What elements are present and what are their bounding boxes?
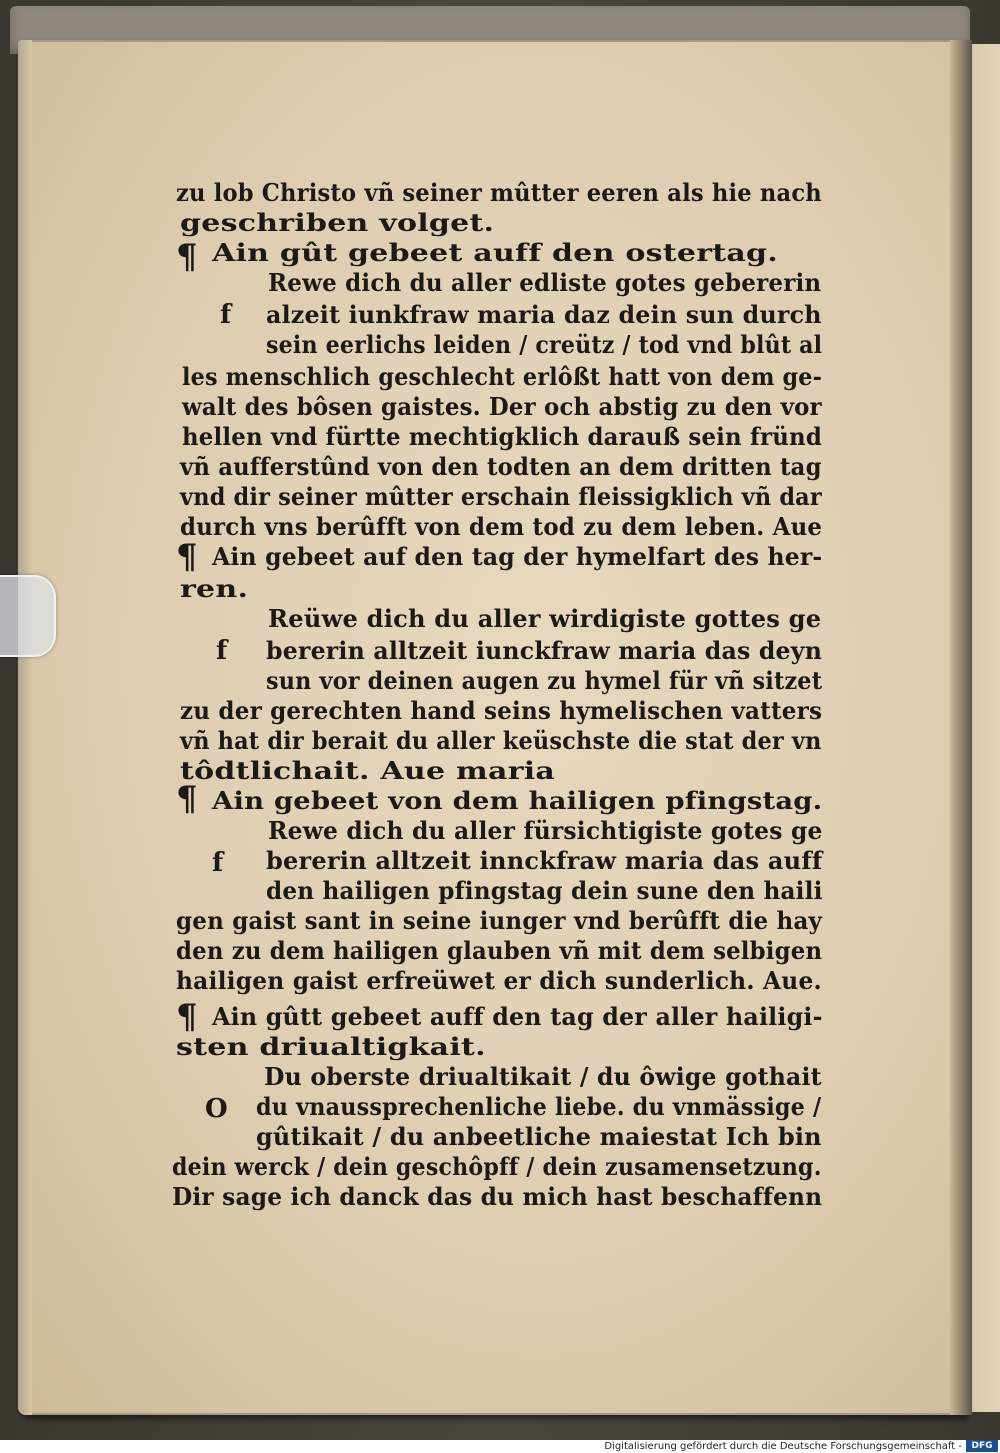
text-line: tôdtlichait. Aue maria [180, 756, 556, 785]
text-line: alzeit iunkfraw maria daz dein sun durch [266, 300, 822, 329]
text-line: walt des bôsen gaistes. Der och abstig zu den vor [182, 392, 822, 421]
text-line: Dir sage ich danck das du mich hast beschaffenn [172, 1182, 823, 1211]
paragraph-mark: ¶ [176, 779, 198, 819]
text-line: den hailigen pfingstag dein sune den haili [266, 876, 823, 905]
text-line: les menschlich geschlecht erlôßt hatt von dem ge- [182, 362, 823, 391]
paragraph-mark: ¶ [176, 997, 198, 1037]
text-line: den zu dem hailigen glauben vñ mit dem selbigen [176, 936, 823, 965]
funding-credit: Digitalisierung gefördert durch die Deutsche Forschungsgemeinschaft - [604, 1441, 962, 1452]
text-line: Reüwe dich du aller wirdigiste gottes ge [268, 604, 822, 633]
text-line: Ain gebeet auf den tag der hymelfart des her- [212, 542, 823, 571]
text-line: du vnaussprechenliche liebe. du vnmässige / [256, 1092, 822, 1121]
text-line: dein werck / dein geschôpff / dein zusamensetzung. [172, 1152, 822, 1181]
text-line: sten driualtigkait. [176, 1032, 486, 1061]
dfg-logo: DFG [966, 1440, 998, 1452]
text-line: hellen vnd fürtte mechtigklich darauß sein fründ [182, 422, 823, 451]
text-line: ren. [180, 574, 249, 603]
text-line: Du oberste driualtikait / du ôwige gothait [264, 1062, 822, 1091]
text-line: zu lob Christo vñ seiner mûtter eeren als hie nach [176, 178, 822, 207]
guide-initial: O [205, 1094, 228, 1124]
text-line: hailigen gaist erfreüwet er dich sunderlich. Aue. [176, 966, 822, 995]
text-line: Ain gût gebeet auff den ostertag. [212, 238, 778, 267]
text-line: Ain gebeet von dem hailigen pfingstag. [212, 786, 823, 815]
text-line: bererin alltzeit iunckfraw maria das deyn [266, 636, 823, 665]
text-line: durch vns berûfft von dem tod zu dem leben. Aue [180, 512, 823, 541]
text-line: vnd dir seiner mûtter erschain fleissigklich vñ dar [180, 482, 822, 511]
text-line: sun vor deinen augen zu hymel für vñ sitzet [266, 666, 823, 695]
paragraph-mark: ¶ [176, 537, 198, 577]
text-line: vñ aufferstûnd von den todten an dem dritten tag [180, 452, 822, 481]
text-line: gen gaist sant in seine iunger vnd berûfft die hay [176, 906, 823, 935]
paragraph-mark: ¶ [176, 237, 198, 277]
text-line: sein eerlichs leiden / creütz / tod vnd blût al [266, 330, 823, 359]
footer-bar [0, 1440, 1000, 1453]
text-line: gûtikait / du anbeetliche maiestat Ich bin [256, 1122, 822, 1151]
text-line: Ain gûtt gebeet auff den tag der aller hailigi- [212, 1002, 823, 1031]
text-line: Rewe dich du aller fürsichtigiste gotes ge [268, 816, 823, 845]
guide-initial: f [216, 636, 228, 666]
book-gutter [950, 40, 972, 1415]
page-edge [18, 40, 32, 1415]
text-line: Rewe dich du aller edliste gotes gebererin [268, 268, 822, 297]
guide-initial: f [212, 848, 224, 878]
text-line: geschriben volget. [180, 208, 495, 237]
text-line: bererin alltzeit innckfraw maria das auff [266, 846, 823, 875]
text-line: zu der gerechten hand seins hymelischen vatters [180, 696, 823, 725]
plastic-clip [0, 575, 56, 657]
text-line: vñ hat dir berait du aller keüschste die stat der vn [180, 726, 822, 755]
guide-initial: f [220, 300, 232, 330]
